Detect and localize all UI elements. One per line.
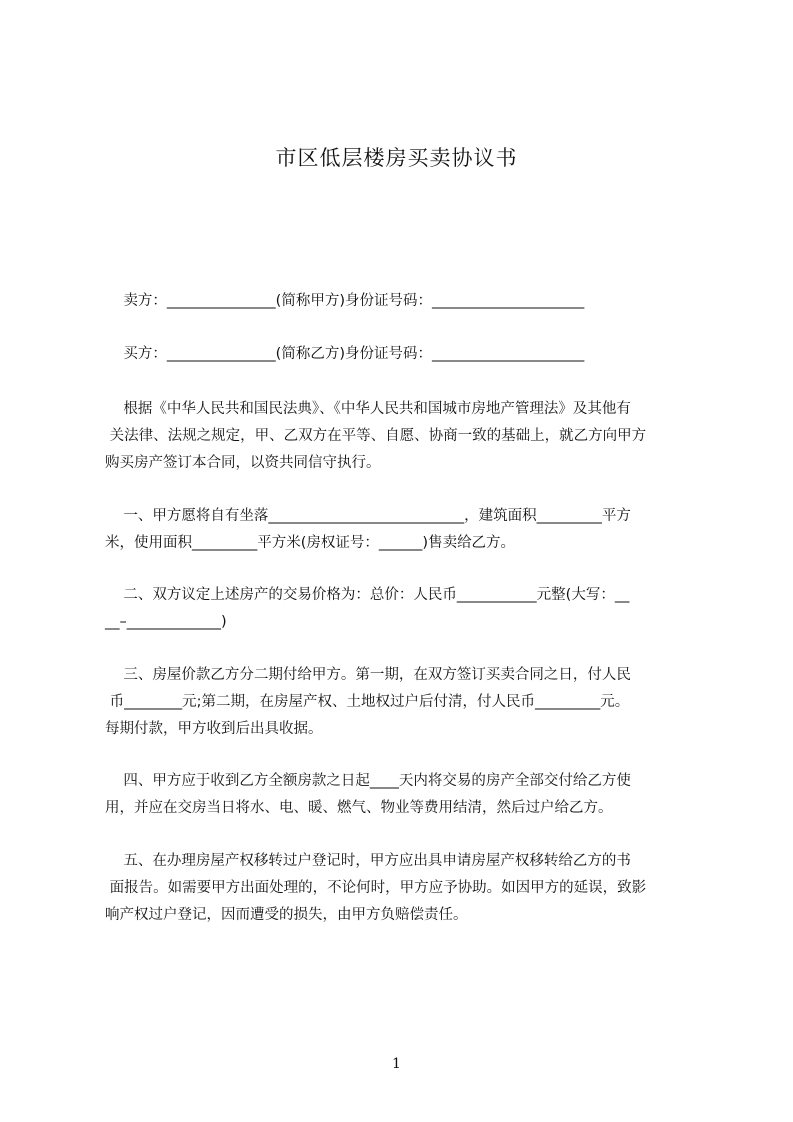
clause3-line-1: 三、房屋价款乙方分二期付给甲方。第一期，在双方签订买卖合同之日，付人民: [105, 667, 631, 683]
intro-line-1: 根据《中华人民共和国民法典》、《中华人民共和国城市房地产管理法》及其他有: [105, 401, 631, 417]
document-title: 市区低层楼房买卖协议书: [275, 146, 518, 170]
intro-line-2: 关法律、法规之规定，甲、乙双方在平等、自愿、协商一致的基础上，就乙方向甲方: [105, 428, 647, 444]
clause5-line-3: 响产权过户登记，因而遭受的损失，由甲方负赔偿责任。: [105, 907, 468, 923]
clause1-line-2: 米，使用面积_________平方米(房权证号：______)售卖给乙方。: [105, 535, 516, 551]
clause4-line-2: 用，并应在交房当日将水、电、暖、燃气、物业等费用结清，然后过户给乙方。: [105, 800, 613, 816]
intro-line-3: 购买房产签订本合同，以资共同信守执行。: [105, 455, 381, 471]
clause2-line-2: __–_____________): [105, 614, 227, 630]
clause3-line-3: 每期付款，甲方收到后出具收据。: [105, 721, 323, 737]
clause5-line-1: 五、在办理房屋产权移转过户登记时，甲方应出具申请房屋产权移转给乙方的书: [105, 853, 631, 869]
clause5-line-2: 面报告。如需要甲方出面处理的，不论何时，甲方应予协助。如因甲方的延误，致影: [105, 880, 647, 896]
buyer-line: 买方：_______________(简称乙方)身份证号码：_____________________: [105, 346, 585, 362]
clause4-line-1: 四、甲方应于收到乙方全额房款之日起____天内将交易的房产全部交付给乙方使: [105, 773, 631, 789]
clause1-line-1: 一、甲方愿将自有坐落___________________________，建筑面积_________平方: [105, 508, 631, 524]
page-number: 1: [392, 1056, 401, 1072]
clause3-line-2: 币________元;第二期，在房屋产权、土地权过户后付清，付人民币_________元。: [105, 694, 630, 710]
clause2-line-1: 二、双方议定上述房产的交易价格为：总价：人民币___________元整(大写：__: [105, 587, 630, 603]
seller-line: 卖方：_______________(简称甲方)身份证号码：_____________________: [105, 293, 585, 309]
